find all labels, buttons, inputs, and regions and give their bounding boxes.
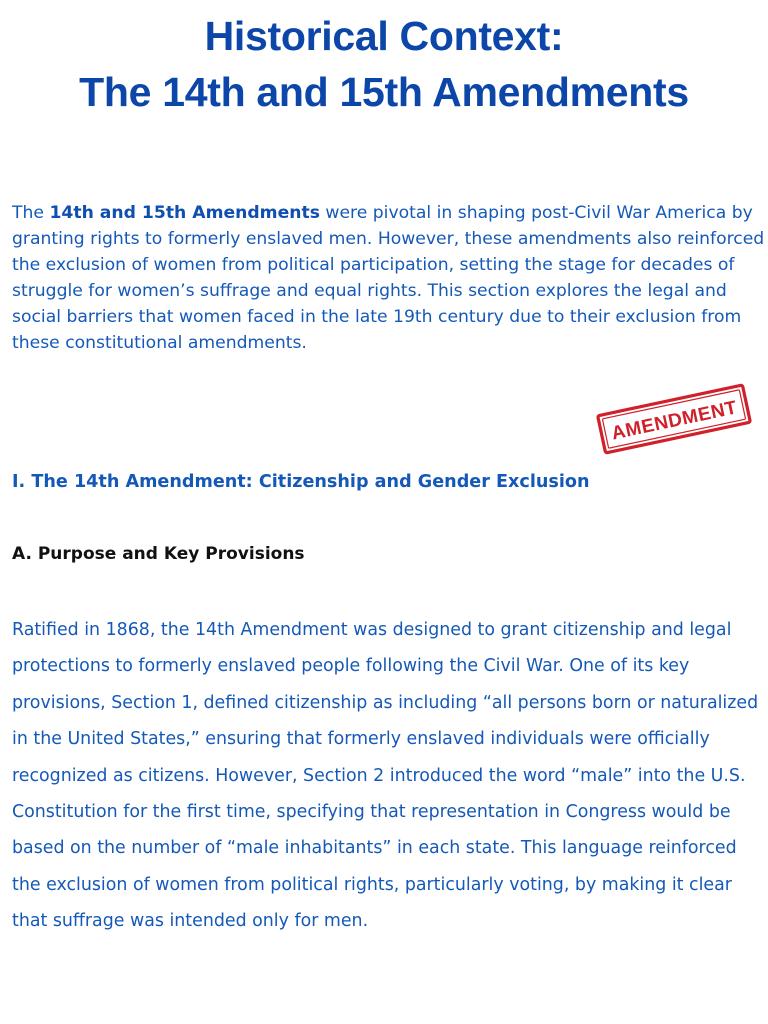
page-title <box>0 8 768 120</box>
intro-paragraph <box>12 200 768 356</box>
title-line-2: The 14th and 15th Amendments <box>79 69 689 115</box>
amendment-stamp <box>595 383 752 456</box>
intro-lead: The <box>12 203 50 223</box>
title-line-1: Historical Context: <box>204 13 564 59</box>
sub-heading: A. Purpose and Key Provisions <box>12 544 305 564</box>
intro-rest: were pivotal in shaping post-Civil War America by granting rights to formerly enslaved men. However, these amendments also reinforced the exclusion of women from political participation, setting the stage for decades of struggle for women’s suffrage and equal rights. This section explores the legal and social barriers that women faced in the late 19th century due to their exclusion from these constitutional amendments. <box>12 203 765 353</box>
stamp-text: AMENDMENT <box>609 397 740 445</box>
body-paragraph: Ratified in 1868, the 14th Amendment was designed to grant citizenship and legal protections to formerly enslaved people following the Civil War. One of its key provisions, Section 1, defined citizenship as including “all persons born or naturalized in the United States,” ensuring that formerly enslaved individuals were officially recognized as citizens. However, Section 2 introduced the word “male” into the U.S. Constitution for the first time, specifying that representation in Congress would be based on the number of “male inhabitants” in each state. This language reinforced the exclusion of women from political rights, particularly voting, by making it clear that suffrage was intended only for men. <box>12 620 759 932</box>
intro-bold-phrase: 14th and 15th Amendments <box>49 203 320 223</box>
section-heading: I. The 14th Amendment: Citizenship and Gender Exclusion <box>12 472 590 492</box>
